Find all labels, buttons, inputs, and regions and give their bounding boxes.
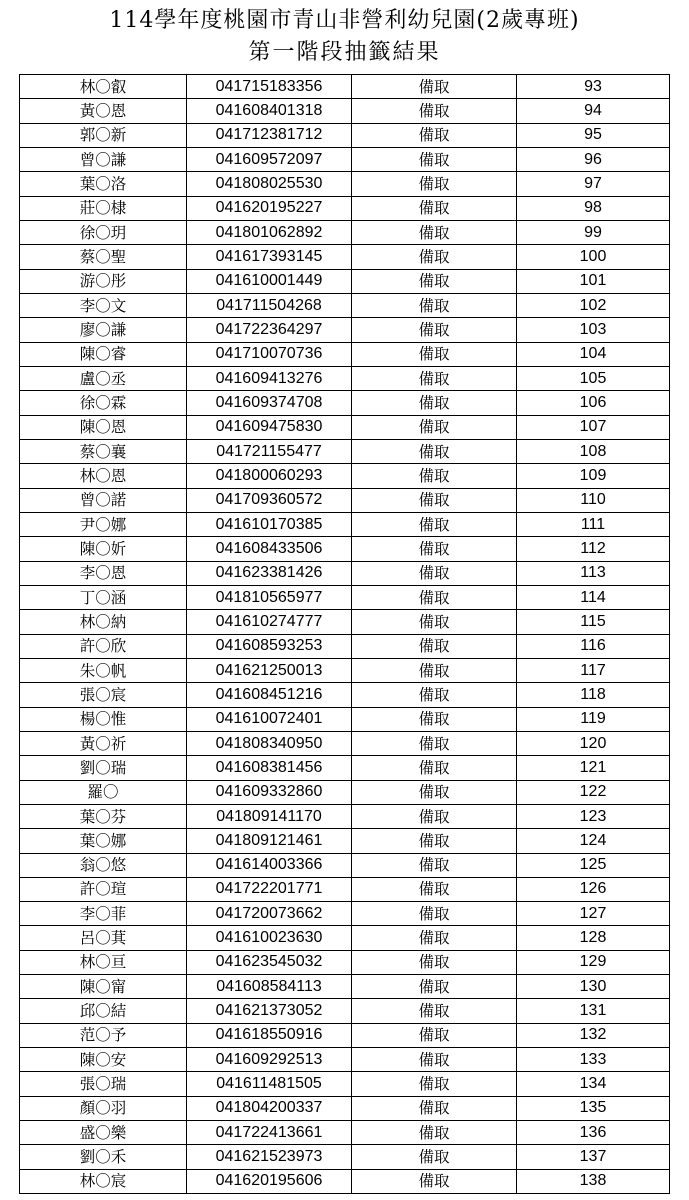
applicant-name-cell: 劉〇禾 (20, 1145, 187, 1169)
applicant-name-cell: 丁〇涵 (20, 585, 187, 609)
applicant-id-cell: 041722413661 (187, 1121, 352, 1145)
table-row (20, 293, 670, 317)
rank-cell: 98 (517, 196, 670, 220)
table-row (20, 318, 670, 342)
applicant-id-cell: 041608381456 (187, 756, 352, 780)
table-row (20, 537, 670, 561)
rank-cell: 127 (517, 902, 670, 926)
applicant-id-cell: 041801062892 (187, 220, 352, 244)
table-row (20, 1072, 670, 1096)
status-cell: 備取 (352, 123, 517, 147)
status-cell: 備取 (352, 147, 517, 171)
rank-cell: 115 (517, 610, 670, 634)
rank-cell: 137 (517, 1145, 670, 1169)
applicant-id-cell: 041620195227 (187, 196, 352, 220)
applicant-id-cell: 041709360572 (187, 488, 352, 512)
applicant-id-cell: 041609332860 (187, 780, 352, 804)
applicant-id-cell: 041610001449 (187, 269, 352, 293)
table-row (20, 75, 670, 99)
table-row (20, 561, 670, 585)
table-row (20, 707, 670, 731)
applicant-id-cell: 041720073662 (187, 902, 352, 926)
status-cell: 備取 (352, 220, 517, 244)
status-cell: 備取 (352, 464, 517, 488)
table-row (20, 269, 670, 293)
rank-cell: 104 (517, 342, 670, 366)
table-row (20, 950, 670, 974)
table-row (20, 220, 670, 244)
table-row (20, 147, 670, 171)
applicant-name-cell: 蔡〇襄 (20, 439, 187, 463)
applicant-id-cell: 041609572097 (187, 147, 352, 171)
status-cell: 備取 (352, 342, 517, 366)
applicant-id-cell: 041610274777 (187, 610, 352, 634)
applicant-id-cell: 041608584113 (187, 975, 352, 999)
applicant-name-cell: 游〇彤 (20, 269, 187, 293)
table-row (20, 610, 670, 634)
rank-cell: 105 (517, 366, 670, 390)
applicant-name-cell: 蔡〇聖 (20, 245, 187, 269)
applicant-id-cell: 041608433506 (187, 537, 352, 561)
applicant-name-cell: 羅〇 (20, 780, 187, 804)
applicant-id-cell: 041609292513 (187, 1048, 352, 1072)
applicant-name-cell: 顏〇羽 (20, 1096, 187, 1120)
applicant-id-cell: 041712381712 (187, 123, 352, 147)
table-row (20, 780, 670, 804)
applicant-name-cell: 黃〇祈 (20, 731, 187, 755)
document-subtitle: 第一階段抽籤結果 (248, 40, 441, 65)
applicant-id-cell: 041621373052 (187, 999, 352, 1023)
applicant-name-cell: 翁〇悠 (20, 853, 187, 877)
rank-cell: 123 (517, 804, 670, 828)
status-cell: 備取 (352, 634, 517, 658)
table-row (20, 585, 670, 609)
table-row (20, 683, 670, 707)
applicant-name-cell: 葉〇芬 (20, 804, 187, 828)
table-row (20, 731, 670, 755)
table-row (20, 1121, 670, 1145)
applicant-name-cell: 盧〇丞 (20, 366, 187, 390)
applicant-id-cell: 041618550916 (187, 1023, 352, 1047)
status-cell: 備取 (352, 902, 517, 926)
status-cell: 備取 (352, 439, 517, 463)
table-row (20, 634, 670, 658)
applicant-id-cell: 041810565977 (187, 585, 352, 609)
applicant-id-cell: 041608593253 (187, 634, 352, 658)
lottery-results-table (19, 74, 670, 1194)
applicant-id-cell: 041721155477 (187, 439, 352, 463)
applicant-name-cell: 呂〇萁 (20, 926, 187, 950)
status-cell: 備取 (352, 853, 517, 877)
rank-cell: 100 (517, 245, 670, 269)
status-cell: 備取 (352, 975, 517, 999)
status-cell: 備取 (352, 537, 517, 561)
rank-cell: 96 (517, 147, 670, 171)
applicant-id-cell: 041610072401 (187, 707, 352, 731)
applicant-name-cell: 徐〇玥 (20, 220, 187, 244)
rank-cell: 129 (517, 950, 670, 974)
table-row (20, 1023, 670, 1047)
status-cell: 備取 (352, 172, 517, 196)
status-cell: 備取 (352, 1048, 517, 1072)
status-cell: 備取 (352, 585, 517, 609)
status-cell: 備取 (352, 829, 517, 853)
status-cell: 備取 (352, 1023, 517, 1047)
applicant-id-cell: 041809141170 (187, 804, 352, 828)
rank-cell: 109 (517, 464, 670, 488)
applicant-name-cell: 劉〇瑞 (20, 756, 187, 780)
table-row (20, 658, 670, 682)
table-row (20, 975, 670, 999)
table-row (20, 196, 670, 220)
rank-cell: 122 (517, 780, 670, 804)
status-cell: 備取 (352, 1072, 517, 1096)
applicant-name-cell: 陳〇睿 (20, 342, 187, 366)
applicant-name-cell: 陳〇甯 (20, 975, 187, 999)
applicant-id-cell: 041710070736 (187, 342, 352, 366)
status-cell: 備取 (352, 999, 517, 1023)
table-row (20, 464, 670, 488)
rank-cell: 111 (517, 512, 670, 536)
applicant-id-cell: 041614003366 (187, 853, 352, 877)
status-cell: 備取 (352, 1169, 517, 1193)
table-row (20, 512, 670, 536)
applicant-name-cell: 尹〇娜 (20, 512, 187, 536)
rank-cell: 93 (517, 75, 670, 99)
table-row (20, 488, 670, 512)
status-cell: 備取 (352, 926, 517, 950)
status-cell: 備取 (352, 391, 517, 415)
rank-cell: 116 (517, 634, 670, 658)
applicant-name-cell: 黃〇恩 (20, 99, 187, 123)
table-row (20, 99, 670, 123)
applicant-id-cell: 041620195606 (187, 1169, 352, 1193)
rank-cell: 126 (517, 877, 670, 901)
status-cell: 備取 (352, 561, 517, 585)
status-cell: 備取 (352, 756, 517, 780)
applicant-id-cell: 041623381426 (187, 561, 352, 585)
rank-cell: 128 (517, 926, 670, 950)
status-cell: 備取 (352, 707, 517, 731)
document-header (0, 0, 689, 74)
table-row (20, 439, 670, 463)
applicant-name-cell: 林〇亘 (20, 950, 187, 974)
table-row (20, 926, 670, 950)
applicant-id-cell: 041623545032 (187, 950, 352, 974)
rank-cell: 106 (517, 391, 670, 415)
applicant-name-cell: 林〇恩 (20, 464, 187, 488)
status-cell: 備取 (352, 196, 517, 220)
status-cell: 備取 (352, 245, 517, 269)
applicant-name-cell: 李〇恩 (20, 561, 187, 585)
applicant-id-cell: 041808340950 (187, 731, 352, 755)
applicant-id-cell: 041621250013 (187, 658, 352, 682)
applicant-name-cell: 曾〇謙 (20, 147, 187, 171)
status-cell: 備取 (352, 780, 517, 804)
status-cell: 備取 (352, 804, 517, 828)
rank-cell: 110 (517, 488, 670, 512)
rank-cell: 130 (517, 975, 670, 999)
applicant-name-cell: 范〇予 (20, 1023, 187, 1047)
status-cell: 備取 (352, 658, 517, 682)
table-row (20, 1169, 670, 1193)
applicant-name-cell: 林〇納 (20, 610, 187, 634)
applicant-name-cell: 許〇欣 (20, 634, 187, 658)
table-row (20, 1145, 670, 1169)
applicant-name-cell: 郭〇新 (20, 123, 187, 147)
rank-cell: 114 (517, 585, 670, 609)
applicant-id-cell: 041608401318 (187, 99, 352, 123)
document-title: 114學年度桃園市青山非營利幼兒園(2歲專班) (109, 8, 580, 33)
applicant-name-cell: 張〇瑞 (20, 1072, 187, 1096)
applicant-id-cell: 041715183356 (187, 75, 352, 99)
table-row (20, 123, 670, 147)
applicant-id-cell: 041711504268 (187, 293, 352, 317)
applicant-id-cell: 041610023630 (187, 926, 352, 950)
applicant-id-cell: 041609413276 (187, 366, 352, 390)
applicant-id-cell: 041608451216 (187, 683, 352, 707)
table-row (20, 172, 670, 196)
applicant-name-cell: 葉〇洛 (20, 172, 187, 196)
table-row (20, 853, 670, 877)
applicant-name-cell: 李〇菲 (20, 902, 187, 926)
applicant-name-cell: 陳〇妡 (20, 537, 187, 561)
rank-cell: 95 (517, 123, 670, 147)
applicant-name-cell: 莊〇棣 (20, 196, 187, 220)
status-cell: 備取 (352, 950, 517, 974)
table-row (20, 245, 670, 269)
rank-cell: 94 (517, 99, 670, 123)
applicant-name-cell: 徐〇霖 (20, 391, 187, 415)
table-row (20, 877, 670, 901)
status-cell: 備取 (352, 488, 517, 512)
rank-cell: 119 (517, 707, 670, 731)
rank-cell: 97 (517, 172, 670, 196)
table-row (20, 1048, 670, 1072)
table-row (20, 999, 670, 1023)
table-row (20, 804, 670, 828)
rank-cell: 107 (517, 415, 670, 439)
rank-cell: 124 (517, 829, 670, 853)
applicant-id-cell: 041611481505 (187, 1072, 352, 1096)
rank-cell: 131 (517, 999, 670, 1023)
status-cell: 備取 (352, 683, 517, 707)
applicant-id-cell: 041609475830 (187, 415, 352, 439)
table-row (20, 902, 670, 926)
status-cell: 備取 (352, 318, 517, 342)
status-cell: 備取 (352, 1096, 517, 1120)
rank-cell: 136 (517, 1121, 670, 1145)
table-row (20, 829, 670, 853)
applicant-name-cell: 曾〇諾 (20, 488, 187, 512)
rank-cell: 117 (517, 658, 670, 682)
status-cell: 備取 (352, 269, 517, 293)
rank-cell: 120 (517, 731, 670, 755)
status-cell: 備取 (352, 610, 517, 634)
status-cell: 備取 (352, 99, 517, 123)
rank-cell: 138 (517, 1169, 670, 1193)
applicant-id-cell: 041800060293 (187, 464, 352, 488)
applicant-id-cell: 041610170385 (187, 512, 352, 536)
applicant-id-cell: 041609374708 (187, 391, 352, 415)
status-cell: 備取 (352, 877, 517, 901)
applicant-id-cell: 041621523973 (187, 1145, 352, 1169)
applicant-name-cell: 陳〇恩 (20, 415, 187, 439)
applicant-id-cell: 041617393145 (187, 245, 352, 269)
table-row (20, 415, 670, 439)
rank-cell: 133 (517, 1048, 670, 1072)
status-cell: 備取 (352, 1145, 517, 1169)
status-cell: 備取 (352, 415, 517, 439)
table-row (20, 366, 670, 390)
applicant-name-cell: 陳〇安 (20, 1048, 187, 1072)
status-cell: 備取 (352, 731, 517, 755)
rank-cell: 99 (517, 220, 670, 244)
applicant-id-cell: 041808025530 (187, 172, 352, 196)
status-cell: 備取 (352, 512, 517, 536)
applicant-name-cell: 張〇宸 (20, 683, 187, 707)
applicant-name-cell: 邱〇結 (20, 999, 187, 1023)
applicant-name-cell: 盛〇樂 (20, 1121, 187, 1145)
applicant-name-cell: 朱〇帆 (20, 658, 187, 682)
rank-cell: 101 (517, 269, 670, 293)
applicant-name-cell: 廖〇謙 (20, 318, 187, 342)
applicant-name-cell: 林〇叡 (20, 75, 187, 99)
table-row (20, 1096, 670, 1120)
status-cell: 備取 (352, 75, 517, 99)
applicant-name-cell: 李〇文 (20, 293, 187, 317)
applicant-name-cell: 許〇瑄 (20, 877, 187, 901)
rank-cell: 112 (517, 537, 670, 561)
rank-cell: 108 (517, 439, 670, 463)
rank-cell: 135 (517, 1096, 670, 1120)
rank-cell: 102 (517, 293, 670, 317)
table-row (20, 756, 670, 780)
applicant-id-cell: 041722201771 (187, 877, 352, 901)
status-cell: 備取 (352, 1121, 517, 1145)
lottery-results-body (20, 75, 670, 1194)
rank-cell: 125 (517, 853, 670, 877)
applicant-id-cell: 041804200337 (187, 1096, 352, 1120)
applicant-id-cell: 041722364297 (187, 318, 352, 342)
rank-cell: 113 (517, 561, 670, 585)
status-cell: 備取 (352, 293, 517, 317)
applicant-id-cell: 041809121461 (187, 829, 352, 853)
status-cell: 備取 (352, 366, 517, 390)
table-row (20, 342, 670, 366)
rank-cell: 118 (517, 683, 670, 707)
table-row (20, 391, 670, 415)
rank-cell: 134 (517, 1072, 670, 1096)
applicant-name-cell: 葉〇娜 (20, 829, 187, 853)
rank-cell: 121 (517, 756, 670, 780)
rank-cell: 132 (517, 1023, 670, 1047)
rank-cell: 103 (517, 318, 670, 342)
applicant-name-cell: 林〇宸 (20, 1169, 187, 1193)
applicant-name-cell: 楊〇惟 (20, 707, 187, 731)
